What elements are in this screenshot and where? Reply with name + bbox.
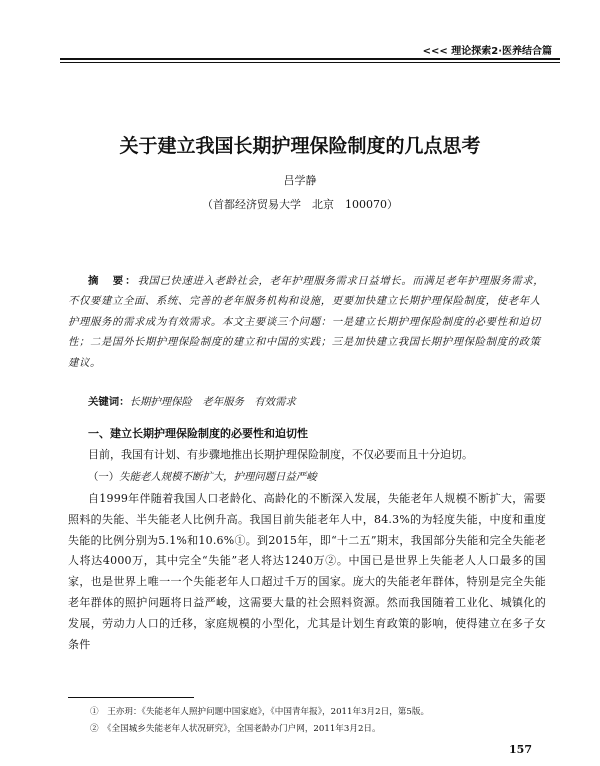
- footnote-1: ① 王亦玥：《失能老年人照护问题中国家庭》，《中国青年报》，2011年3月2日，第5版。: [90, 707, 430, 717]
- abstract-label: 摘 要：: [88, 275, 138, 287]
- article-title: 关于建立我国长期护理保险制度的几点思考: [119, 135, 481, 157]
- subsection-number: （一）: [88, 471, 120, 483]
- keywords-label: 关键词：: [88, 396, 130, 408]
- header-rule-thin: [60, 62, 560, 63]
- section-heading: 一、建立长期护理保险制度的必要性和迫切性: [88, 427, 308, 440]
- keywords: [88, 393, 296, 408]
- abstract: [68, 271, 546, 373]
- abstract-text: 我国已快速进入老龄社会，老年护理服务需求日益增长。而满足老年护理服务需求，不仅要建立全面、系统、完善的老年服务机构和设施，更要加快建立长期护理保险制度，使老年人护理服务的需求成为有效需求。本文主要谈三个问题：一是建立长期护理保险制度的必要性和迫切性；二是国外长期护理保险制度的建立和中国的实践；三是加快建立我国长期护理保险制度的政策建议。: [68, 275, 545, 369]
- footnote-2: ② 《全国城乡失能老年人状况研究》，全国老龄办门户网，2011年3月2日。: [90, 724, 381, 734]
- keywords-text: 长期护理保险 老年服务 有效需求: [129, 396, 296, 408]
- body-paragraph: 自1999年伴随着我国人口老龄化、高龄化的不断深入发展，失能老年人规模不断扩大，需要照料的失能、半失能老人比例升高。我国目前失能老年人中，84.3%的为轻度失能，中度和重度失能的比例分别为5.1%和10.6%①。到2015年，即“十二五”期末，我国部分失能和完全失能老人将达4000万，其中完全“失能”老人将达1240万②。中国已是世界上失能老人人口最多的国家，也是世界上唯一一个失能老年人口超过千万的国家。庞大的失能老年群体，特别是完全失能老年群体的照护问题将日益严峻，这需要大量的社会照料资源。然而我国随着工业化、城镇化的发展，劳动力人口的迁移，家庭规模的小型化，尤其是计划生育政策的影响，使得建立在多子女条件: [68, 492, 546, 651]
- footnote-rule: [68, 697, 194, 698]
- subsection-heading: [88, 468, 317, 483]
- affiliation: （首都经济贸易大学 北京 100070）: [202, 198, 398, 211]
- subsection-text: 失能老人规模不断扩大，护理问题日益严峻: [119, 471, 317, 483]
- intro-paragraph: 目前，我国有计划、有步骤地推出长期护理保险制度，不仅必要而且十分迫切。: [88, 448, 473, 461]
- running-header: <<< 理论探索2·医养结合篇: [422, 46, 552, 57]
- page-number: 157: [509, 743, 532, 756]
- header-rule-thick: [60, 58, 560, 60]
- author: 吕学静: [283, 174, 317, 187]
